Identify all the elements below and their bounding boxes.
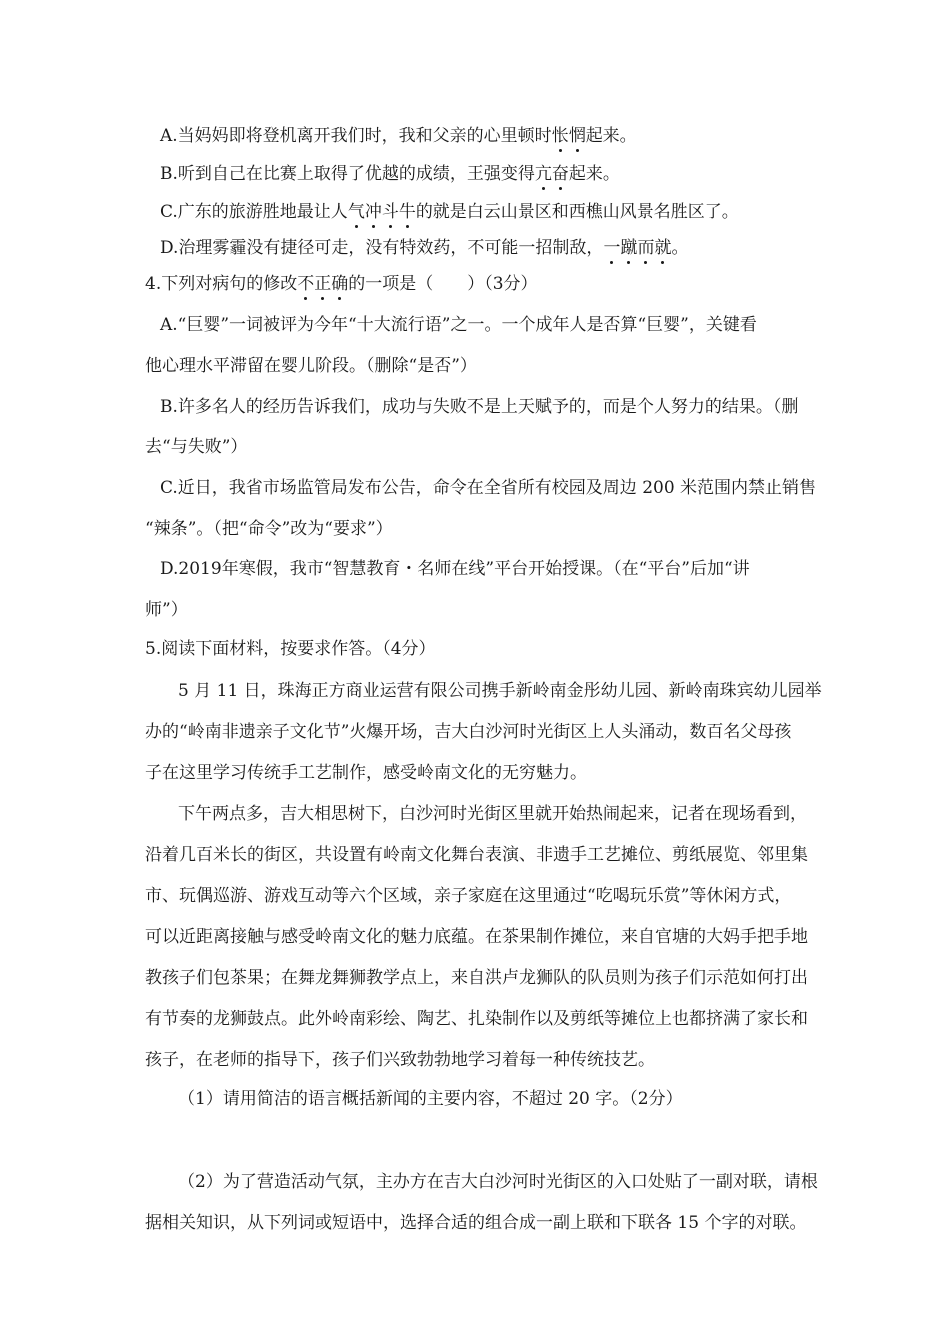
q3-option-b <box>160 163 620 185</box>
q3-option-a-tail: 起来。 <box>585 126 637 146</box>
q3-option-d-text: D.治理雾霾没有捷径可走，没有特效药，不可能一招制敌， <box>160 238 604 258</box>
emphasis-char: 斗 <box>381 202 399 222</box>
q4-stem-emphasis <box>297 274 348 294</box>
q5-paragraph2-line5: 教孩子们包茶果；在舞龙舞狮教学点上，来自洪卢龙狮队的队员则为孩子们示范如何打出 <box>145 968 808 988</box>
q5-paragraph2-line3: 市、玩偶巡游、游戏互动等六个区域，亲子家庭在这里通过“吃喝玩乐赏”等休闲方式， <box>145 886 792 906</box>
q3-option-d <box>160 237 688 259</box>
q3-option-c-text: C.广东的旅游胜地最让人 <box>160 202 348 222</box>
q4-option-a-line1: A.“巨婴”一词被评为今年“十大流行语”之一。一个成年人是否算“巨婴”，关键看 <box>160 315 757 335</box>
q5-subquestion-2-line2: 据相关知识，从下列词或短语中，选择合适的组合成一副上联和下联各 15 个字的对联。 <box>145 1213 807 1233</box>
emphasis-char: 不 <box>297 274 315 294</box>
q4-option-b-line1: B.许多名人的经历告诉我们，成功与失败不是上天赋予的，而是个人努力的结果。（删 <box>160 397 799 417</box>
q3-option-b-tail: 起来。 <box>568 164 620 184</box>
q5-paragraph1-line2: 办的“岭南非遗亲子文化节”火爆开场，吉大白沙河时光街区上人头涌动，数百名父母孩 <box>145 722 792 742</box>
emphasis-char: 亢 <box>534 164 552 184</box>
q4-option-c-line2: “辣条”。（把“命令”改为“要求”） <box>145 519 393 539</box>
q3-option-d-tail: 。 <box>671 238 689 258</box>
emphasis-char: 牛 <box>398 202 416 222</box>
emphasis-char: 气 <box>347 202 365 222</box>
q3-option-a <box>160 125 637 147</box>
q4-option-d-line1: D.2019年寒假，我市“智慧教育・名师在线”平台开始授课。（在“平台”后加“讲 <box>160 559 750 579</box>
q5-stem: 5.阅读下面材料，按要求作答。（4分） <box>145 639 436 659</box>
q5-paragraph2-line6: 有节奏的龙狮鼓点。此外岭南彩绘、陶艺、扎染制作以及剪纸等摊位上也都挤满了家长和 <box>145 1009 808 1029</box>
emphasis-char: 确 <box>331 274 349 294</box>
q3-option-a-text: A.当妈妈即将登机离开我们时，我和父亲的心里顿时 <box>160 126 552 146</box>
q3-option-c <box>160 201 739 223</box>
emphasis-char: 就 <box>654 238 672 258</box>
q4-stem-text: 4.下列对病句的修改 <box>145 274 298 294</box>
q5-paragraph2-line2: 沿着几百米长的街区，共设置有岭南文化舞台表演、非遗手工艺摊位、剪纸展览、邻里集 <box>145 845 808 865</box>
emphasis-char: 而 <box>637 238 655 258</box>
q3-option-a-emphasis <box>552 126 586 146</box>
q3-option-b-emphasis <box>535 164 569 184</box>
q3-option-d-emphasis <box>603 238 671 258</box>
q5-subquestion-1: （1）请用简洁的语言概括新闻的主要内容，不超过 20 字。（2分） <box>178 1089 683 1109</box>
q3-option-b-text: B.听到自己在比赛上取得了优越的成绩，王强变得 <box>160 164 535 184</box>
q3-option-c-emphasis <box>348 202 416 222</box>
q5-paragraph1-line3: 子在这里学习传统手工艺制作，感受岭南文化的无穷魅力。 <box>145 763 587 783</box>
q4-option-c-line1: C.近日，我省市场监管局发布公告，命令在全省所有校园及周边 200 米范围内禁止销售 <box>160 478 817 498</box>
emphasis-char: 奋 <box>551 164 569 184</box>
emphasis-char: 冲 <box>364 202 382 222</box>
emphasis-char: 惘 <box>568 126 586 146</box>
q4-option-a-line2: 他心理水平滞留在婴儿阶段。（删除“是否”） <box>145 356 477 376</box>
q5-paragraph2-line4: 可以近距离接触与感受岭南文化的魅力底蕴。在茶果制作摊位，来自官塘的大妈手把手地 <box>145 927 808 947</box>
q4-option-d-line2: 师”） <box>145 600 188 620</box>
q4-stem-tail: 的一项是（ ）（3分） <box>348 274 538 294</box>
emphasis-char: 蹴 <box>620 238 638 258</box>
emphasis-char: 正 <box>314 274 332 294</box>
emphasis-char: 怅 <box>551 126 569 146</box>
q5-subquestion-2-line1: （2）为了营造活动气氛，主办方在吉大白沙河时光街区的入口处贴了一副对联，请根 <box>178 1172 818 1192</box>
q5-paragraph1-line1: 5 月 11 日，珠海正方商业运营有限公司携手新岭南金彤幼儿园、新岭南珠宾幼儿园举 <box>178 681 822 701</box>
q4-option-b-line2: 去“与失败”） <box>145 437 248 457</box>
q5-paragraph2-line7: 孩子，在老师的指导下，孩子们兴致勃勃地学习着每一种传统技艺。 <box>145 1050 655 1070</box>
q4-stem <box>145 273 538 295</box>
q3-option-c-tail: 的就是白云山景区和西樵山风景名胜区了。 <box>415 202 739 222</box>
emphasis-char: 一 <box>603 238 621 258</box>
q5-paragraph2-line1: 下午两点多，吉大相思树下，白沙河时光街区里就开始热闹起来，记者在现场看到， <box>178 804 807 824</box>
